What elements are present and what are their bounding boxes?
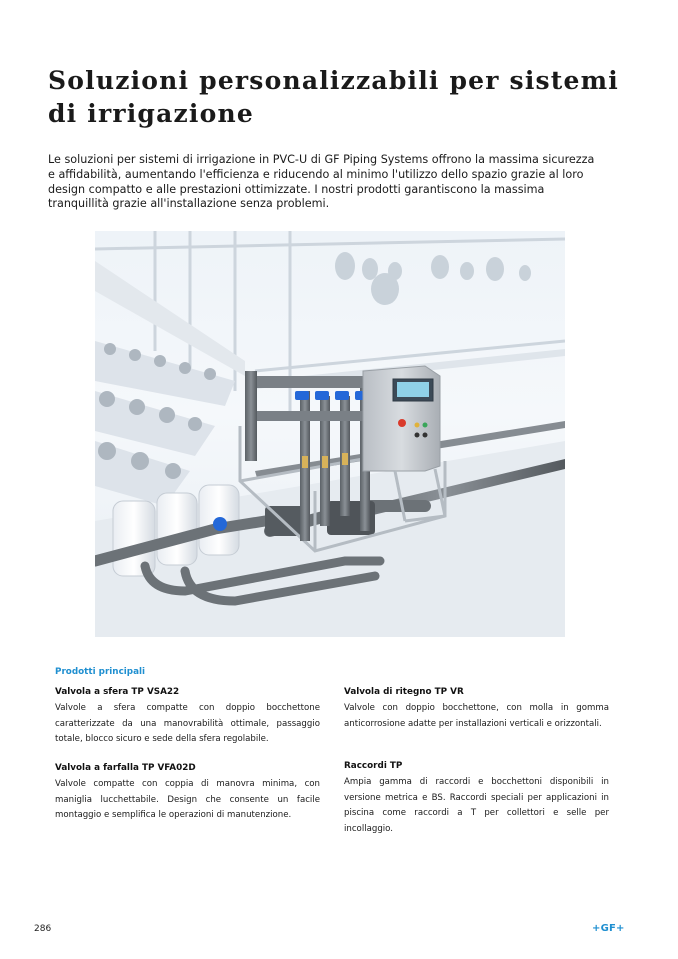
- page-number: 286: [34, 924, 52, 934]
- product-title: Valvola a farfalla TP VFA02D: [55, 763, 196, 773]
- product-butterfly-valve: [55, 763, 320, 824]
- product-description: Ampia gamma di raccordi e bocchettoni disponibili in versione metrica e BS. Raccordi speciali per applicazioni in piscina come raccordi a T per collettori e selle per incollaggio.: [344, 777, 609, 834]
- product-check-valve: [344, 687, 609, 732]
- product-description: Valvole con doppio bocchettone, con molla in gomma anticorrosione adatte per installazioni verticali e orizzontali.: [344, 703, 609, 729]
- intro-paragraph: Le soluzioni per sistemi di irrigazione in PVC-U di GF Piping Systems offrono la massima sicurezza e affidabilità, aumentando l'efficienza e riducendo al minimo l'utilizzo dello spazio grazie al loro design compatto e alle prestazioni ottimizzate. I nostri prodotti garantiscono la massima tranquillità grazie all'installazione senza problemi.: [48, 153, 595, 211]
- gf-logo: +GF+: [592, 923, 625, 934]
- product-ball-valve: [55, 687, 320, 748]
- section-label-main-products: Prodotti principali: [55, 667, 146, 677]
- product-description: Valvole a sfera compatte con doppio bocchettone caratterizzate da una manovrabilità ottimale, passaggio totale, blocco sicuro e sede della sfera regolabile.: [55, 703, 320, 745]
- product-description: Valvole compatte con coppia di manovra minima, con maniglia lucchettabile. Design che consente un facile montaggio e semplifica le operazioni di manutenzione.: [55, 779, 320, 821]
- product-title: Valvola a sfera TP VSA22: [55, 687, 180, 697]
- product-fittings: [344, 761, 609, 837]
- product-title: Raccordi TP: [344, 761, 403, 771]
- irrigation-system-image: [95, 231, 565, 637]
- product-title: Valvola di ritegno TP VR: [344, 687, 464, 697]
- page-title: Soluzioni personalizzabili per sistemi di irrigazione: [48, 66, 620, 128]
